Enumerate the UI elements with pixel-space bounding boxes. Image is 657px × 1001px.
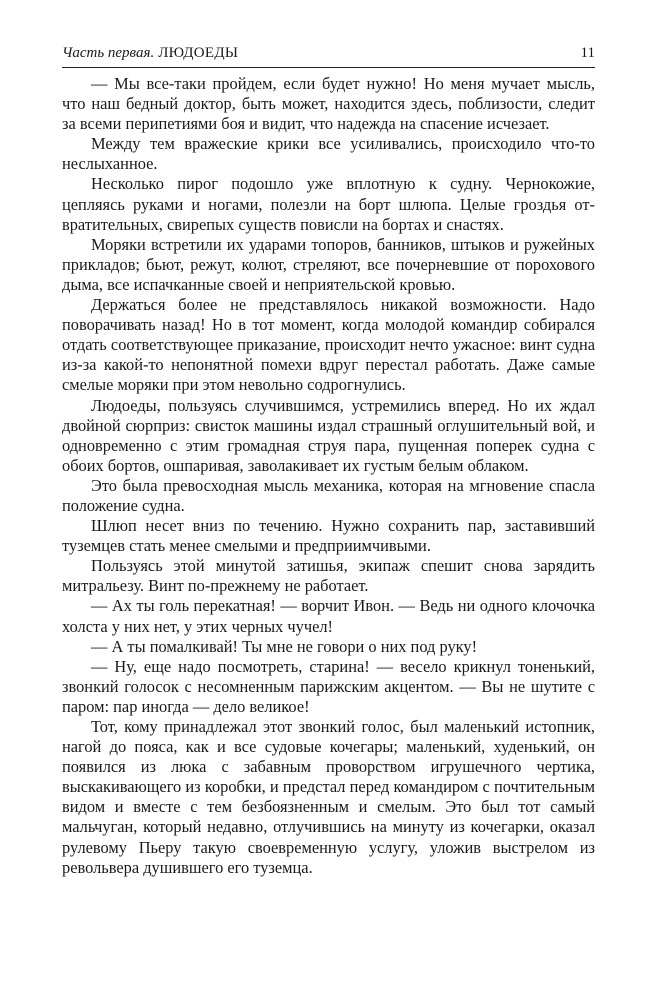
header-title: ЛЮДОЕДЫ — [158, 45, 239, 61]
paragraph-11: — А ты помалкивай! Ты мне не говори о них под руку! — [91, 636, 478, 656]
paragraph-13: Тот, кому принадлежал этот звонкий голос, был маленький истопник, нагой до пояса, как и все судовые кочегары; маленький, худенький, он появился из люка с забавным проворством игрушечного чертика, выскакивающего из коробки, и предстал перед командиром с почтительным видом и вместе с тем безбоязненным и смелым. Это был тот самый мальчуган, который недавно, отлучившись на минуту из кочегарки, оказал рулевому Пьеру такую своевременную услугу, уложив выстрелом из револьвера душившего его туземца. — [62, 717, 595, 877]
paragraph-2: Между тем вражеские крики все усиливались, происходило что-то неслыханное. — [62, 134, 595, 174]
paragraph-4: Моряки встретили их ударами топоров, банников, штыков и ружейных прикладов; бьют, режут, колют, стреляют, все почерневшие от порохового дыма, все испачканные своей и неприятельской кровью. — [62, 234, 595, 294]
paragraph-9: Пользуясь этой минутой затишья, экипаж спешит снова зарядить митральезу. Винт по-прежнему не работает. — [62, 556, 595, 596]
paragraph-8: Шлюп несет вниз по течению. Нужно сохранить пар, заставивший туземцев стать менее смелыми и предприимчивыми. — [62, 516, 595, 556]
page-number: 11 — [580, 45, 595, 61]
header-part: Часть первая. — [62, 45, 155, 61]
paragraph-3: Несколько пирог подошло уже вплотную к судну. Чернокожие, цепляясь руками и ногами, полезли на борт шлюпа. Целые гроздья отвратительных, свирепых существ повисли на бортах и снастях. — [62, 174, 595, 234]
page-body — [62, 74, 595, 878]
paragraph-12: — Ну, еще надо посмотреть, старина! — весело крикнул тоненький, звонкий голосок с несомненным парижским акцентом. — Вы не шутите с паром: пар иногда — дело великое! — [62, 656, 595, 716]
paragraph-5: Держаться более не представлялось никакой возможности. Надо поворачивать назад! Но в тот момент, когда молодой командир собирался отдать соответствующее приказание, происходит нечто ужасное: винт судна из-за какой-то непонятной помехи вдруг перестал работать. Даже самые смелые моряки при этом невольно содрогнулись. — [62, 295, 595, 395]
header-left — [62, 45, 238, 62]
paragraph-7: Это была превосходная мысль механика, которая на мгновение спасла положение судна. — [62, 475, 595, 515]
paragraph-1: — Мы все-таки пройдем, если будет нужно! Но меня мучает мысль, что наш бедный доктор, быть может, находится здесь, поблизости, следит за всеми перипетиями боя и видит, что надежда на спасение исчезает. — [62, 74, 595, 134]
running-header — [62, 39, 595, 68]
paragraph-10: — Ах ты голь перекатная! — ворчит Ивон. — Ведь ни одного клочочка холста у них нет, у этих черных чучел! — [62, 596, 595, 636]
paragraph-6: Людоеды, пользуясь случившимся, устремились вперед. Но их ждал двойной сюрприз: свисток машины издал страшный оглушительный вой, и одновременно с этим громадная струя пара, пущенная поперек судна с обоих бортов, ошпаривая, заволакивает их густым белым облаком. — [62, 395, 595, 475]
